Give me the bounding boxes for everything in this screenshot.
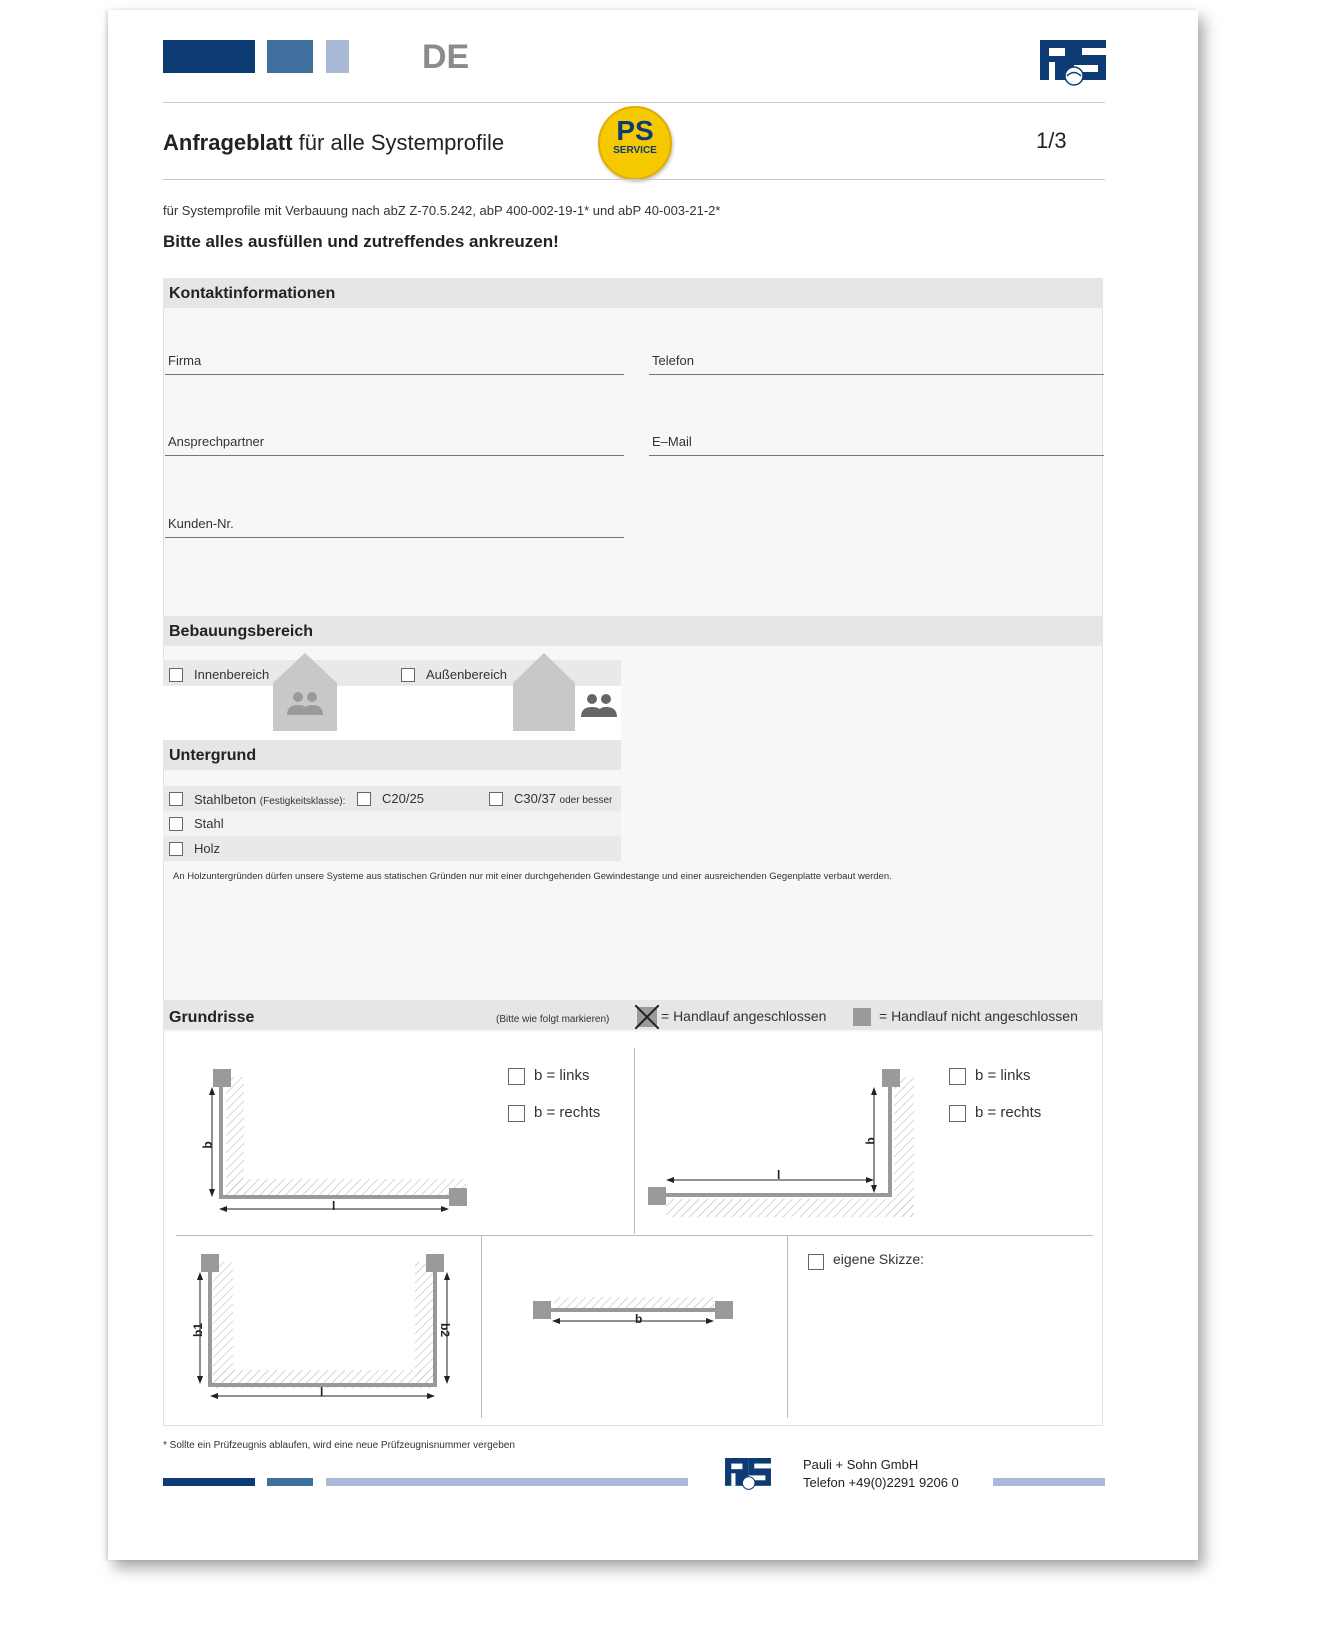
- ansprechpartner-field[interactable]: [165, 431, 624, 456]
- badge-ps-text: PS: [616, 115, 654, 146]
- plan2-b-links-checkbox[interactable]: [949, 1068, 966, 1085]
- innenbereich-label: Innenbereich: [194, 667, 270, 682]
- legend-not-connected: = Handlauf nicht angeschlossen: [879, 1008, 1078, 1024]
- not-connected-marker-icon: [853, 1008, 871, 1026]
- plan1-b-links-checkbox[interactable]: [508, 1068, 525, 1085]
- holz-label: Holz: [194, 841, 221, 856]
- plan1-dim-b: b: [200, 1141, 215, 1149]
- footer-logo: [725, 1458, 771, 1490]
- plan2-b-rechts-label: b = rechts: [975, 1104, 1042, 1121]
- c3037-label: [514, 791, 612, 806]
- plan1-b-links-label: b = links: [534, 1067, 590, 1084]
- plan1-b-rechts-checkbox[interactable]: [508, 1105, 525, 1122]
- ansprechpartner-label: Ansprechpartner: [168, 434, 265, 449]
- untergrund-row2: [163, 811, 621, 836]
- plans-divider-vertical-bottom-1: [481, 1235, 482, 1418]
- legend-connected: = Handlauf angeschlossen: [661, 1008, 827, 1024]
- firma-field[interactable]: [165, 350, 624, 375]
- floorplan-straight: [528, 1295, 738, 1345]
- footer-company: Pauli + Sohn GmbH: [803, 1457, 919, 1472]
- c3037-note: oder besser: [559, 795, 613, 806]
- company-logo: [1040, 40, 1106, 86]
- plan1-b-rechts-label: b = rechts: [534, 1104, 601, 1121]
- footer-bar-dark: [163, 1478, 255, 1486]
- footer-bar-mid: [267, 1478, 313, 1486]
- floorplan-u-shape: [193, 1250, 463, 1410]
- page-title: [163, 130, 504, 156]
- plans-divider-horizontal: [176, 1235, 1093, 1236]
- section-kontakt-heading: Kontaktinformationen: [163, 278, 1103, 308]
- kunden-nr-field[interactable]: [165, 513, 624, 538]
- stahl-checkbox[interactable]: [169, 817, 183, 831]
- instruction-text: Bitte alles ausfüllen und zutreffendes ankreuzen!: [163, 232, 559, 251]
- plan2-dim-l: l: [777, 1168, 781, 1182]
- plan3-dim-l: l: [320, 1385, 324, 1399]
- stahlbeton-note: (Festigkeitsklasse):: [259, 796, 346, 807]
- grundrisse-hint: (Bitte wie folgt markieren): [496, 1014, 610, 1025]
- ps-service-badge: [598, 106, 672, 180]
- plan2-dim-b: b: [863, 1137, 878, 1145]
- firma-label: Firma: [168, 353, 202, 368]
- untergrund-row3: [163, 836, 621, 861]
- header-bar-mid: [267, 40, 313, 73]
- plan3-dim-b2: b2: [438, 1322, 453, 1338]
- plan2-b-links-label: b = links: [975, 1067, 1031, 1084]
- subtitle: für Systemprofile mit Verbauung nach abZ Z-70.5.242, abP 400-002-19-1* und abP 40-003-21-2*: [163, 203, 721, 218]
- c2025-label: C20/25: [382, 791, 424, 806]
- footer-bar-light-right: [993, 1478, 1105, 1486]
- section-grundrisse-heading: Grundrisse: [163, 1000, 1103, 1030]
- badge-service-text: SERVICE: [613, 145, 657, 156]
- stahlbeton-text: Stahlbeton: [194, 792, 257, 807]
- plans-divider-vertical-bottom-2: [787, 1235, 788, 1418]
- plan2-b-rechts-checkbox[interactable]: [949, 1105, 966, 1122]
- plan1-dim-l: l: [332, 1199, 336, 1213]
- footer-phone: Telefon +49(0)2291 9206 0: [803, 1475, 959, 1490]
- c3037-text: C30/37: [514, 791, 556, 806]
- stahlbeton-label: [194, 792, 345, 807]
- eigene-skizze-label: eigene Skizze:: [833, 1251, 925, 1267]
- holz-hinweis: An Holzuntergründen dürfen unsere Systeme aus statischen Gründen nur mit einer durchgehenden Gewindestange und einer ausreichenden Gegenplatte verbaut werden.: [173, 871, 892, 882]
- stahl-label: Stahl: [194, 816, 224, 831]
- aussenbereich-checkbox[interactable]: [401, 668, 415, 682]
- page-title-bold: Anfrageblatt: [163, 130, 293, 155]
- stahlbeton-checkbox[interactable]: [169, 792, 183, 806]
- page-title-rest: für alle Systemprofile: [292, 130, 505, 155]
- header-divider-top: [163, 102, 1105, 103]
- header-bar-light: [326, 40, 349, 73]
- email-label: E–Mail: [652, 434, 692, 449]
- holz-checkbox[interactable]: [169, 842, 183, 856]
- floorplan-l-left: [200, 1065, 483, 1225]
- header-bar-dark: [163, 40, 255, 73]
- language-code: DE: [422, 38, 470, 76]
- plans-divider-vertical-top: [634, 1048, 635, 1234]
- telefon-label: Telefon: [652, 353, 694, 368]
- floorplan-l-right: [646, 1065, 926, 1225]
- section-bebauung-heading: Bebauungsbereich: [163, 616, 1103, 646]
- plan4-dim-b: b: [635, 1312, 643, 1326]
- connected-marker-icon: [635, 1005, 659, 1029]
- section-untergrund-heading: Untergrund: [163, 740, 621, 770]
- header-divider-bottom: [163, 179, 1105, 180]
- footer-bar-light: [326, 1478, 688, 1486]
- house-indoor-icon: [273, 653, 337, 731]
- aussenbereich-label: Außenbereich: [426, 667, 507, 682]
- kunden-nr-label: Kunden-Nr.: [168, 516, 234, 531]
- form-sheet: [108, 10, 1198, 1560]
- house-outdoor-icon: [513, 653, 621, 731]
- page-number: 1/3: [1036, 128, 1067, 153]
- telefon-field[interactable]: [649, 350, 1104, 375]
- email-field[interactable]: [649, 431, 1104, 456]
- eigene-skizze-checkbox[interactable]: [808, 1254, 824, 1270]
- c2025-checkbox[interactable]: [357, 792, 371, 806]
- plan3-dim-b1: b1: [191, 1322, 206, 1338]
- c3037-checkbox[interactable]: [489, 792, 503, 806]
- innenbereich-checkbox[interactable]: [169, 668, 183, 682]
- footnote: * Sollte ein Prüfzeugnis ablaufen, wird eine neue Prüfzeugnisnummer vergeben: [163, 1440, 515, 1451]
